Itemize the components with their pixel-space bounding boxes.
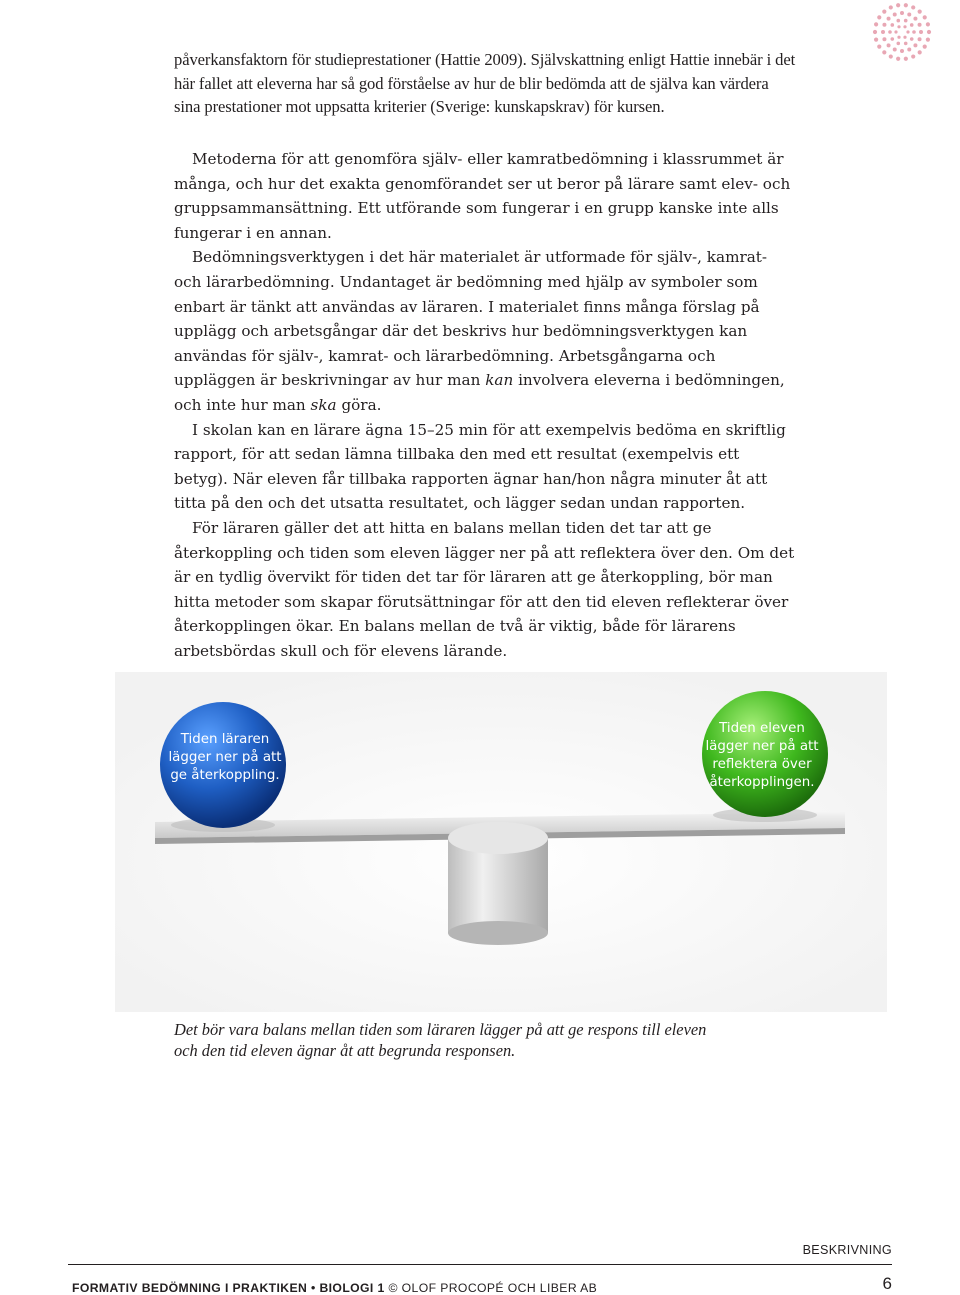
ornament-dot [882, 23, 886, 27]
ornament-dot [907, 12, 911, 16]
ornament-dot [882, 9, 886, 13]
dotted-ornament-icon [862, 2, 938, 66]
emphasis-kan: kan [485, 371, 514, 390]
ornament-dot [923, 44, 927, 48]
ornament-dot [926, 38, 930, 42]
paragraph-tools-mid: involvera eleverna i bedömningen, och inte hur man [174, 371, 785, 414]
copyright: © OLOF PROCOPÉ OCH LIBER AB [388, 1281, 598, 1295]
student-time-label: Tiden eleven lägger ner på att reflektera över återkopplingen. [705, 721, 819, 790]
ornament-dot [896, 19, 900, 23]
ornament-dot [918, 23, 922, 27]
ornament-dot [894, 30, 897, 33]
ornament-dot [904, 19, 908, 23]
ornament-dot [887, 17, 891, 21]
ornament-dot [897, 36, 900, 39]
footer-credit [72, 1281, 597, 1295]
ornament-dot [889, 54, 893, 58]
ornament-dot [918, 50, 922, 54]
ornament-dot [897, 25, 900, 28]
ornament-dot [887, 43, 891, 47]
paragraph-methods [174, 147, 796, 245]
ornament-dot [904, 57, 908, 61]
intro-text: påverkansfaktorn för studieprestationer (Hattie 2009). Självskattning enligt Hattie innebär i det här fallet att eleverna har så god förståelse av hur de blir bedömda att de själva kan värdera sina prestationer mot uppsatta kriterier (Sverige: kunskapskrav) för kursen. [174, 50, 796, 117]
ornament-dot [900, 49, 904, 53]
ornament-dot [906, 30, 909, 33]
paragraph-school: I skolan kan en lärare ägna 15–25 min för att exempelvis bedöma en skriftlig rapport, för att sedan lämna tillbaka den med ett resultat (exempelvis ett betyg). När eleven får tillbaka rapporten ägnar han/hon några minuter åt att titta på den och det utsatta resultatet, och lägger sedan undan rapporten. [174, 420, 786, 513]
ornament-dot [874, 38, 878, 42]
ornament-dot [877, 44, 881, 48]
emphasis-ska: ska [310, 395, 337, 414]
teacher-time-label: Tiden läraren lägger ner på att ge återkoppling. [168, 732, 282, 783]
figure-caption: Det bör vara balans mellan tiden som läraren lägger på att ge respons till eleven och den tid eleven ägnar åt att begrunda responsen. [174, 1020, 707, 1060]
ornament-dot [918, 9, 922, 13]
ornament-dot [890, 23, 894, 27]
ornament-dot [903, 36, 906, 39]
ornament-dot [910, 37, 914, 41]
ornament-dot [927, 30, 931, 34]
ornament-dot [900, 11, 904, 15]
body-text [174, 147, 796, 663]
ornament-dot [881, 30, 885, 34]
ornament-dot [913, 17, 917, 21]
book-title: FORMATIV BEDÖMNING I PRAKTIKEN • BIOLOGI 1 [72, 1281, 385, 1295]
ornament-dot [896, 57, 900, 61]
ornament-dot [890, 37, 894, 41]
ornament-dot [882, 50, 886, 54]
section-label: BESKRIVNING [802, 1243, 892, 1257]
paragraph-tools [174, 245, 796, 417]
ornament-dot [912, 30, 916, 34]
footer-divider [68, 1264, 892, 1265]
ornament-dot [889, 5, 893, 9]
ornament-dot [903, 25, 906, 28]
ornament-dot [913, 43, 917, 47]
ornament-dot [910, 23, 914, 27]
ornament-dot [893, 48, 897, 52]
paragraph-tools-text: Bedömningsverktygen i det här materialet är utformade för själv-, kamrat- och lärarbedömning. Undantaget är bedömning med hjälp av symboler som enbart är tänkt att användas av läraren. I materialet finns många förslag på upplägg och arbetsgångar där det beskrivs hur bedömningsverktygen kan användas för själv-, kamrat- och lärarbedömning. Arbetsgångarna och uppläggen är beskrivningar av hur man [174, 248, 768, 390]
ornament-dot [888, 30, 892, 34]
ornament-dot [904, 42, 908, 46]
ornament-dot [926, 22, 930, 26]
ornament-dot [873, 30, 877, 34]
paragraph-tools-end: göra. [341, 395, 382, 414]
ornament-dot [911, 54, 915, 58]
ornament-dot [923, 15, 927, 19]
ornament-dot [893, 12, 897, 16]
ornament-dot [896, 3, 900, 7]
ornament-dot [874, 22, 878, 26]
ornament-dot [907, 48, 911, 52]
ornament-dot [904, 3, 908, 7]
paragraph-balance: För läraren gäller det att hitta en balans mellan tiden det tar att ge återkoppling och tiden som eleven lägger ner på att reflektera över den. Om det är en tydlig övervikt för tiden det tar för läraren att ge återkoppling, bör man hitta metoder som skapar förutsättningar för att den tid eleven reflekterar över återkopplingen ökar. En balans mellan de två är viktig, både för lärarens arbetsbördas skull och för elevens lärande. [174, 518, 795, 660]
intro-paragraph [174, 48, 796, 119]
page-number: 6 [882, 1274, 892, 1293]
ornament-dot [918, 37, 922, 41]
ornament-dot [877, 15, 881, 19]
ornament-dot [882, 37, 886, 41]
ornament-dot [911, 5, 915, 9]
paragraph-methods-text: Metoderna för att genomföra själv- eller kamratbedömning i klassrummet är många, och hur det exakta genomförandet ser ut beror på lärare samt elev- och gruppsammansättning. Ett utförande som fungerar i en grupp kanske inte alls fungerar i en annan. [174, 150, 791, 242]
ornament-dot [919, 30, 923, 34]
ornament-dot [896, 42, 900, 46]
